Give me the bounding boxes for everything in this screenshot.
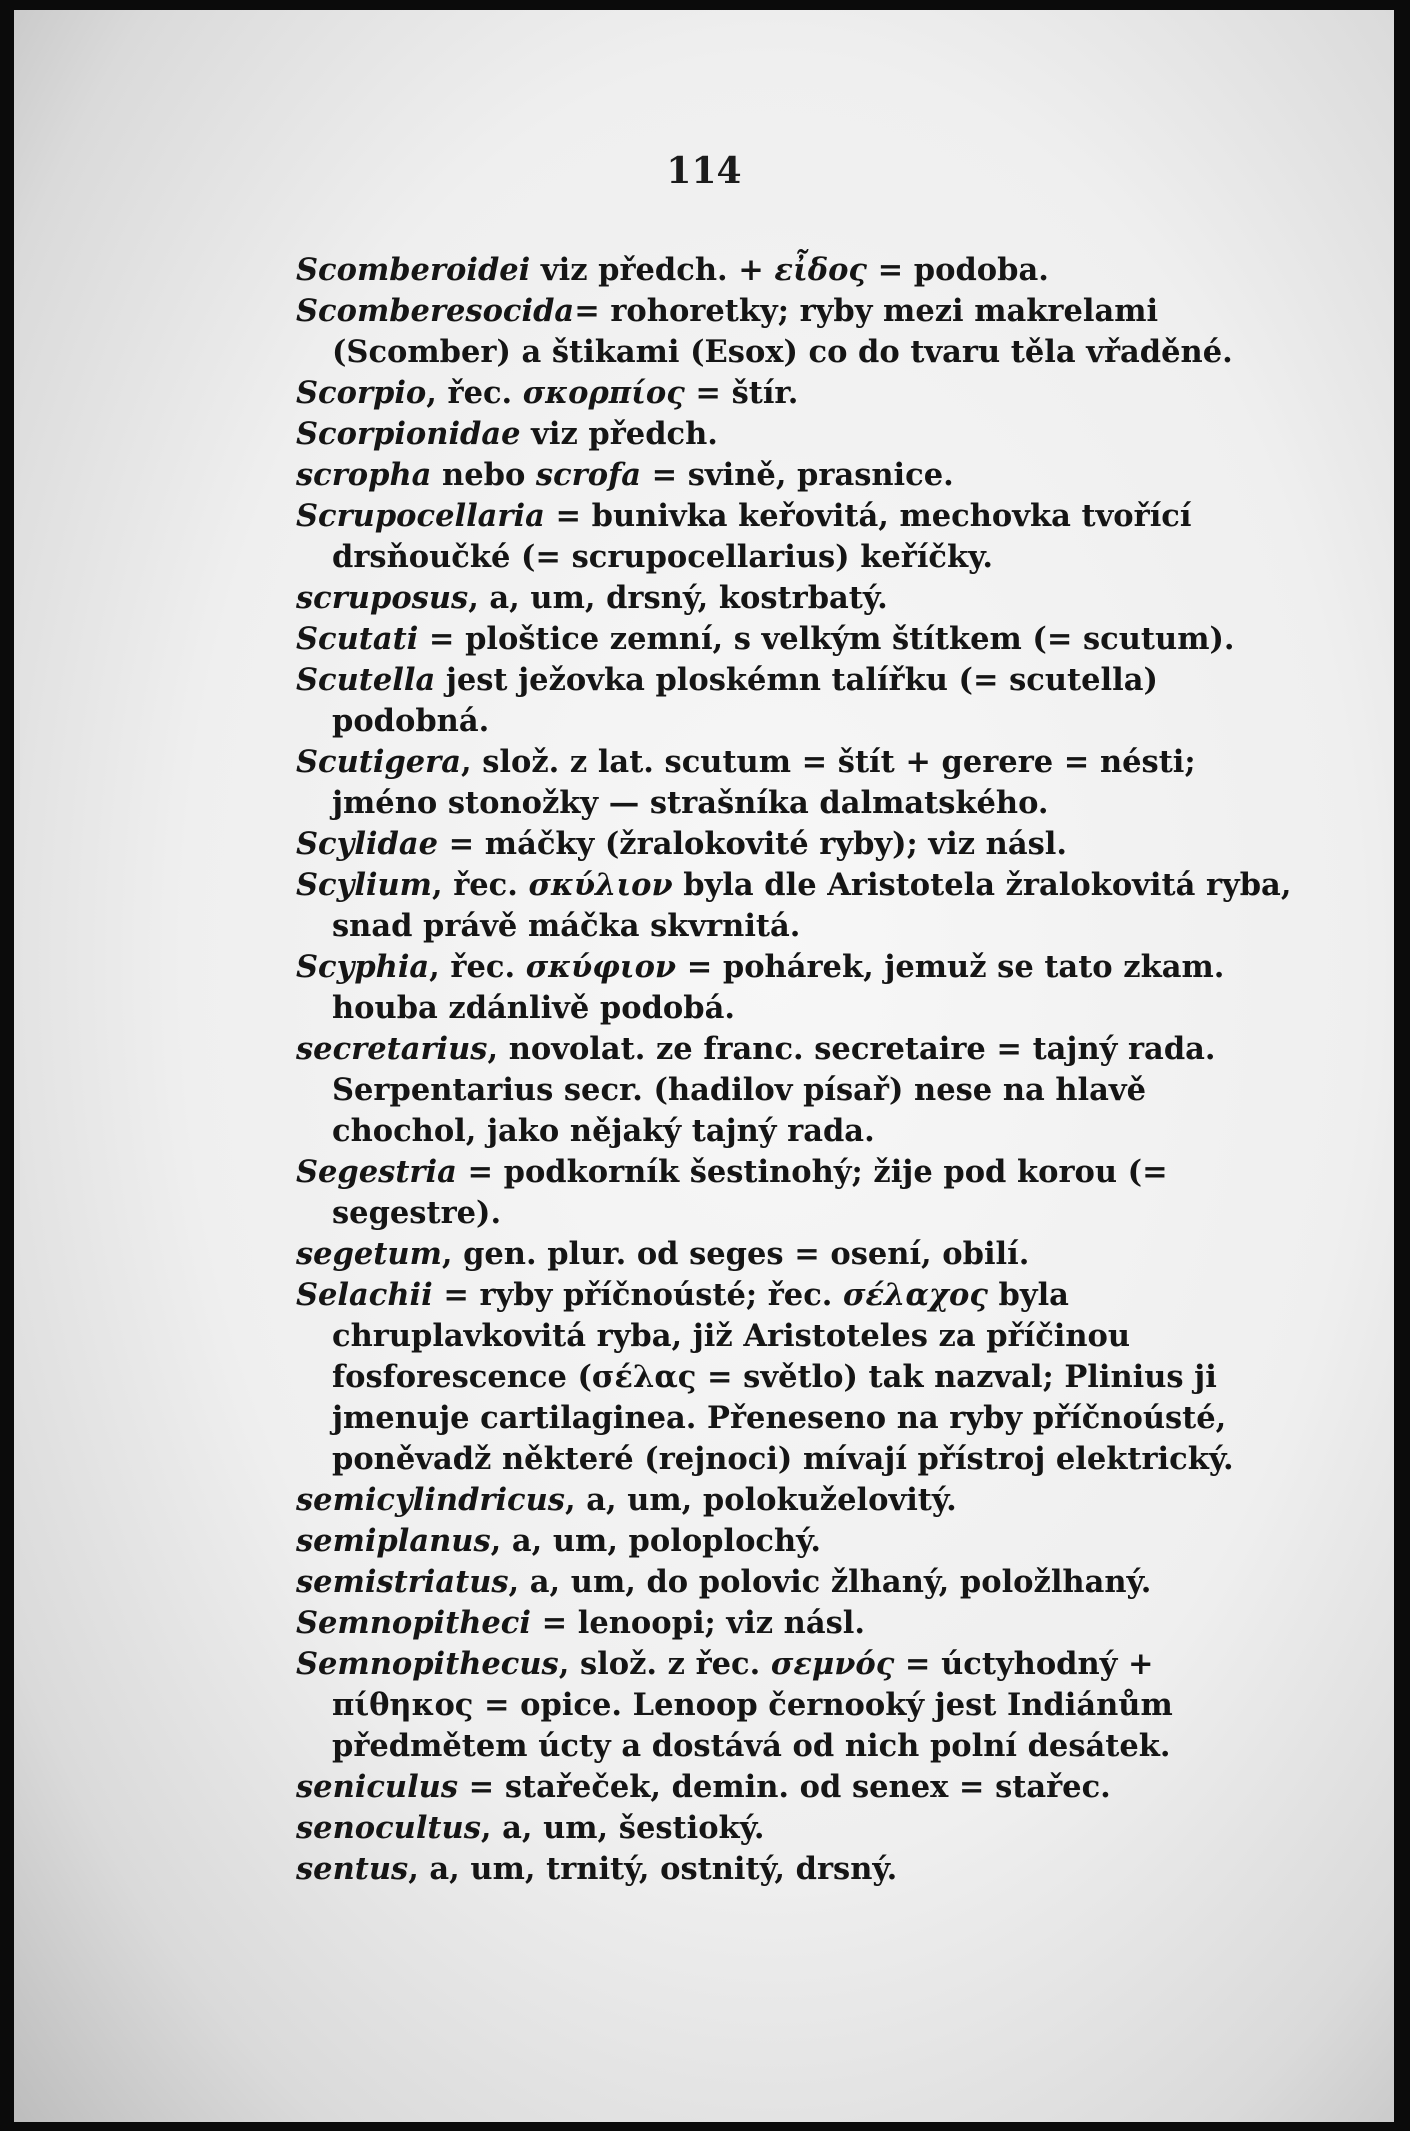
entry-headword: Scomberoidei [296, 252, 531, 288]
entry-text: = ryby příčnoústé; řec. [432, 1277, 844, 1313]
entry-headword: Scutati [296, 621, 419, 657]
dictionary-entry [296, 1808, 1296, 1849]
entry-text: , a, um, trnitý, ostnitý, drsný. [408, 1851, 898, 1887]
entry-text: , řec. [431, 867, 529, 903]
entry-headword: Scorpio [296, 375, 427, 411]
page-number: 114 [666, 150, 742, 192]
entry-rest: byla chruplavkovitá ryba, již Aristoteles za příčinou fosforescence (σέλας = světlo) tak nazval; Plinius ji jmenuje cartilaginea. Přeneseno na ryby příčnoústé, poněvadž některé (rejnoci) mívají přístroj elektrický. [332, 1277, 1234, 1477]
entry-headword: segetum [296, 1236, 442, 1272]
dictionary-entry [296, 1603, 1296, 1644]
entry-text: = bunivka keřovitá, mechovka tvořící drsňoučké (= scrupocellarius) keříčky. [332, 498, 1192, 575]
dictionary-entry [296, 660, 1296, 742]
entry-text: viz předch. [520, 416, 718, 452]
entry-text: = podkorník šestinohý; žije pod korou (= segestre). [332, 1154, 1168, 1231]
entry-greek: σέλαχος [843, 1277, 988, 1313]
entry-text: nebo [431, 457, 536, 493]
dictionary-entry [296, 1521, 1296, 1562]
dictionary-entry [296, 1480, 1296, 1521]
dictionary-entry [296, 250, 1296, 291]
dictionary-entries [296, 250, 1296, 1890]
entry-rest: = pohárek, jemuž se tato zkam. houba zdánlivě podobá. [332, 949, 1225, 1026]
entry-text: , novolat. ze franc. secretaire = tajný rada. Serpentarius secr. (hadilov písař) nese na hlavě chochol, jako nějaký tajný rada. [332, 1031, 1216, 1149]
entry-greek: σκορπίος [522, 375, 685, 411]
dictionary-entry [296, 1562, 1296, 1603]
entry-rest: = úctyhodný + πίθηκος = opice. Lenoop černooký jest Indiánům předmětem úcty a dostává od nich polní desátek. [332, 1646, 1173, 1764]
entry-headword: Scylium [296, 867, 432, 903]
entry-headword: scruposus [296, 580, 469, 616]
entry-headword: Scorpionidae [296, 416, 521, 452]
entry-text: jest ježovka ploskémn talířku (= scutella) podobná. [332, 662, 1158, 739]
dictionary-entry [296, 1644, 1296, 1767]
entry-headword: Scutigera [296, 744, 462, 780]
entry-headword: Scomberesocida [296, 293, 575, 329]
entry-headword: semicylindricus [296, 1482, 565, 1518]
dictionary-entry [296, 414, 1296, 455]
entry-text: = lenoopi; viz násl. [530, 1605, 865, 1641]
entry-text: , řec. [426, 375, 523, 411]
entry-headword: sentus [296, 1851, 409, 1887]
entry-headword: Segestria [296, 1154, 457, 1190]
entry-greek: scrofa [535, 457, 641, 493]
dictionary-entry [296, 291, 1296, 373]
entry-headword: Scutella [296, 662, 436, 698]
dictionary-entry [296, 578, 1296, 619]
entry-greek: σεμνός [770, 1646, 895, 1682]
dictionary-entry [296, 947, 1296, 1029]
entry-headword: seniculus [296, 1769, 459, 1805]
dictionary-entry [296, 865, 1296, 947]
entry-headword: senocultus [296, 1810, 481, 1846]
entry-rest: = svině, prasnice. [640, 457, 954, 493]
entry-greek: σκύλιον [528, 867, 673, 903]
entry-text: , a, um, drsný, kostrbatý. [468, 580, 888, 616]
entry-headword: Selachii [296, 1277, 433, 1313]
entry-text: , a, um, polokuželovitý. [564, 1482, 957, 1518]
entry-rest: byla dle Aristotela žralokovitá ryba, snad právě máčka skvrnitá. [332, 867, 1292, 944]
entry-headword: Semnopithecus [296, 1646, 559, 1682]
dictionary-entry [296, 455, 1296, 496]
entry-headword: secretarius [296, 1031, 488, 1067]
entry-headword: Scyphia [296, 949, 430, 985]
entry-greek: σκύφιον [525, 949, 677, 985]
entry-text: = ploštice zemní, s velkým štítkem (= scutum). [418, 621, 1235, 657]
entry-headword: semiplanus [296, 1523, 491, 1559]
entry-text: = stařeček, demin. od senex = stařec. [458, 1769, 1111, 1805]
entry-greek: εἶδος [774, 252, 867, 288]
dictionary-entry [296, 619, 1296, 660]
entry-rest: = štír. [684, 375, 799, 411]
entry-text: viz předch. + [530, 252, 775, 288]
entry-text: , a, um, šestioký. [480, 1810, 765, 1846]
dictionary-entry [296, 824, 1296, 865]
entry-headword: Scylidae [296, 826, 438, 862]
dictionary-entry [296, 1767, 1296, 1808]
dictionary-entry [296, 1275, 1296, 1480]
entry-text: , řec. [429, 949, 526, 985]
entry-headword: semistriatus [296, 1564, 509, 1600]
entry-text: , slož. z řec. [558, 1646, 771, 1682]
entry-rest: = podoba. [866, 252, 1049, 288]
dictionary-entry [296, 496, 1296, 578]
dictionary-entry [296, 1152, 1296, 1234]
dictionary-entry [296, 1029, 1296, 1152]
dictionary-entry [296, 373, 1296, 414]
dictionary-entry [296, 1234, 1296, 1275]
dictionary-entry [296, 742, 1296, 824]
entry-text: , gen. plur. od seges = osení, obilí. [441, 1236, 1030, 1272]
entry-headword: Semnopitheci [296, 1605, 531, 1641]
entry-text: = máčky (žralokovité ryby); viz násl. [438, 826, 1067, 862]
entry-text: , slož. z lat. scutum = štít + gerere = nésti; jméno stonožky — strašníka dalmatského. [332, 744, 1196, 821]
dictionary-entry [296, 1849, 1296, 1890]
entry-headword: scropha [296, 457, 432, 493]
scanned-page [14, 10, 1394, 2122]
entry-text: = rohoretky; ryby mezi makrelami (Scomber) a štikami (Esox) co do tvaru těla vřaděné. [332, 293, 1233, 370]
entry-headword: Scrupocellaria [296, 498, 545, 534]
entry-text: , a, um, poloplochý. [490, 1523, 822, 1559]
entry-text: , a, um, do polovic žlhaný, položlhaný. [508, 1564, 1152, 1600]
